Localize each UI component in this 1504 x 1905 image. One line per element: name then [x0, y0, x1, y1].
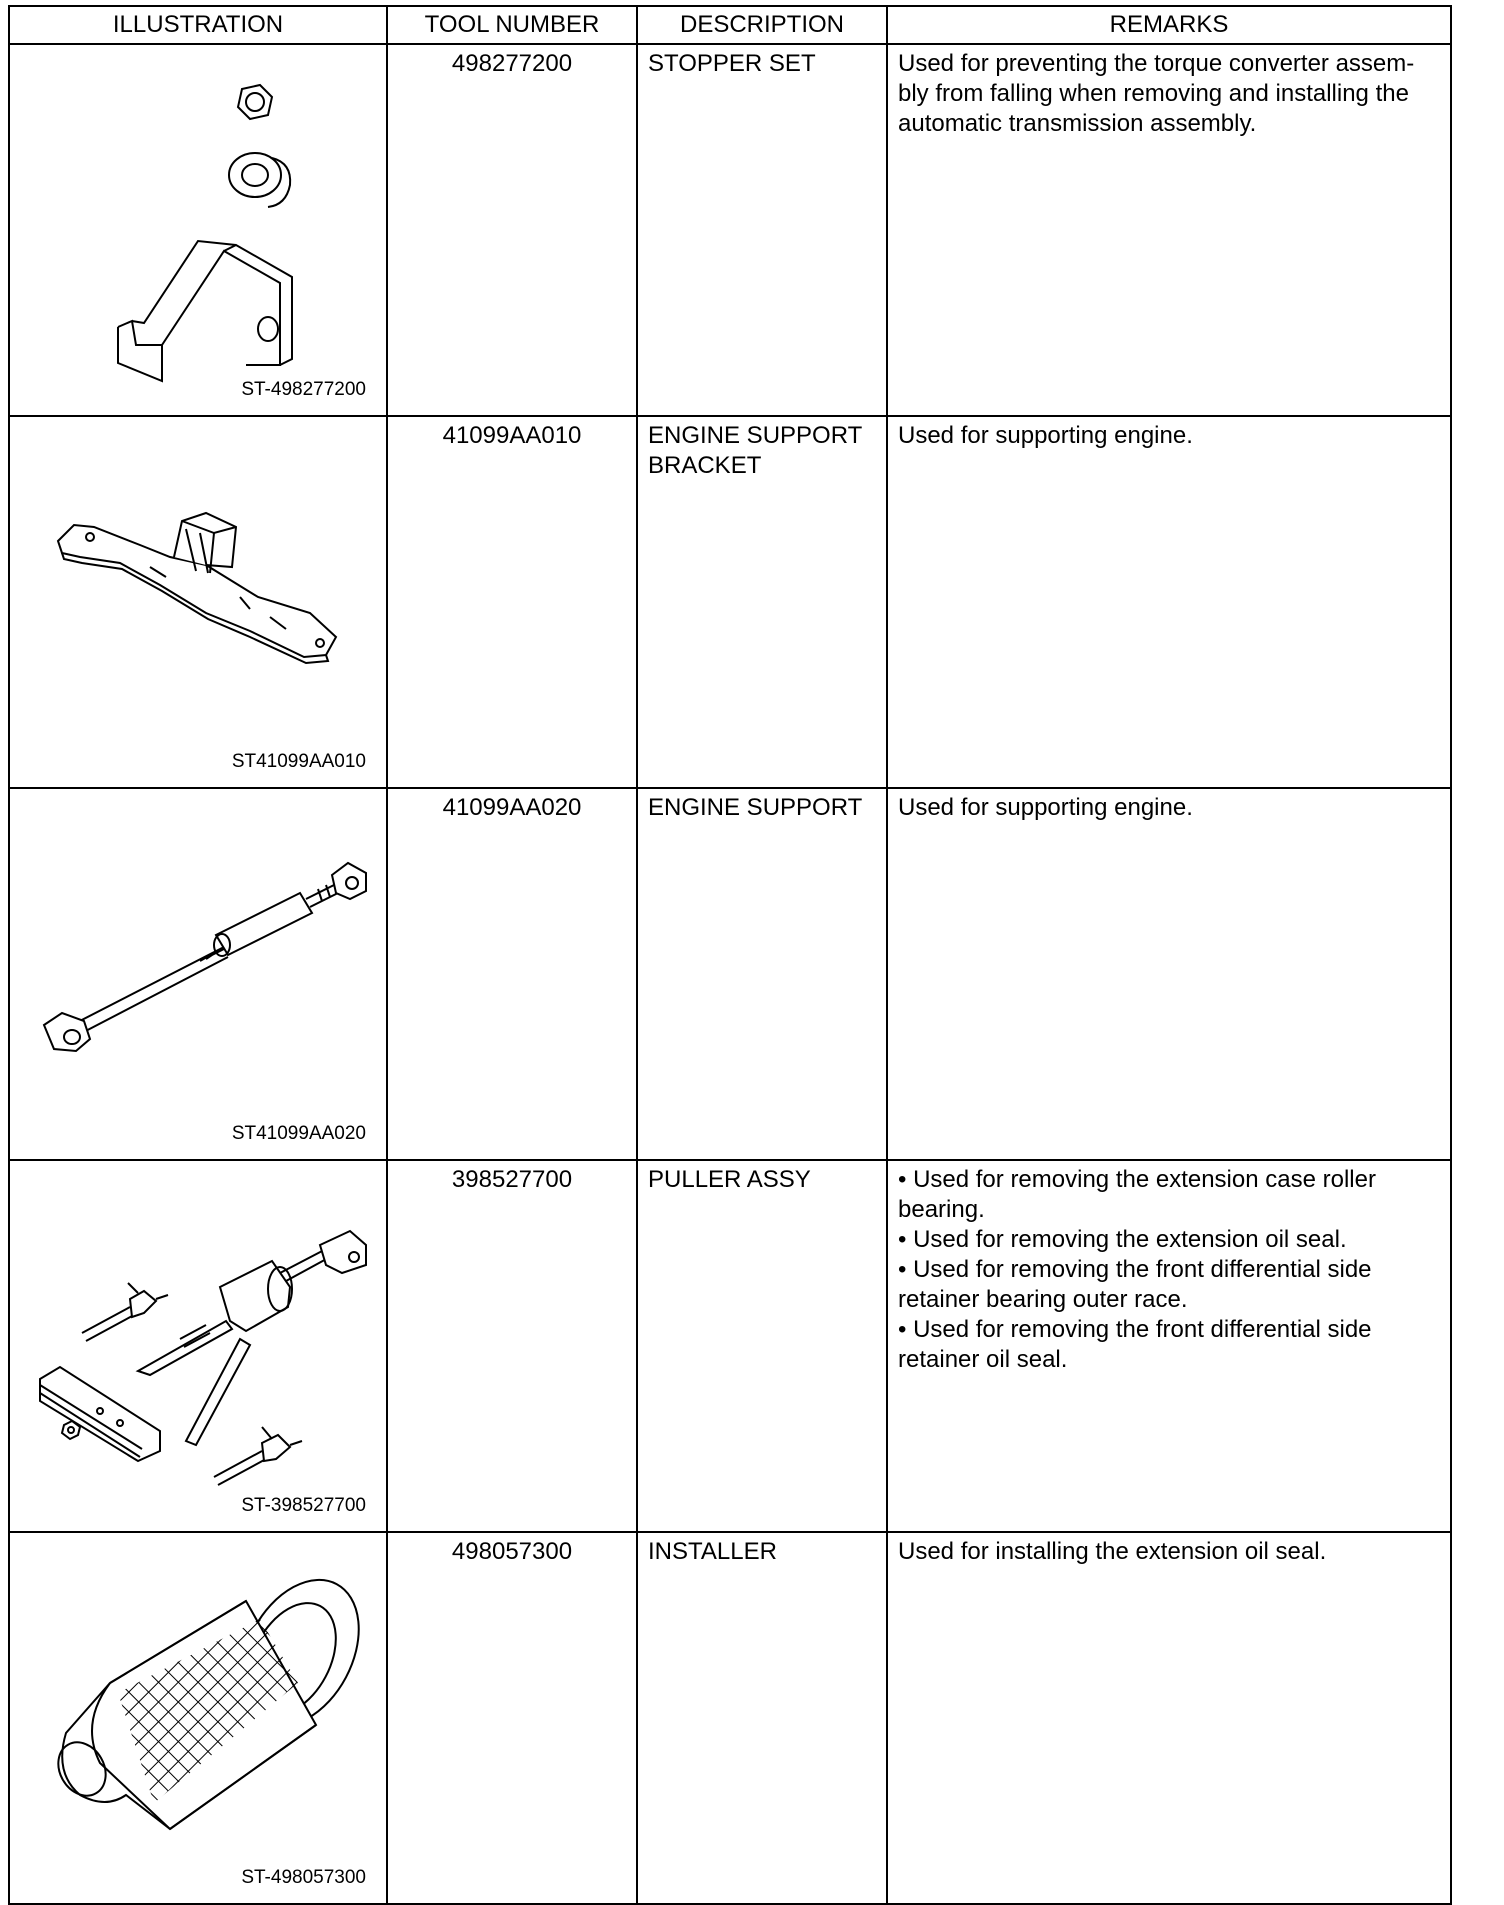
tool-number-cell: 41099AA010	[387, 416, 637, 788]
header-illustration: ILLUSTRATION	[9, 6, 387, 44]
puller-assy-illustration	[10, 1161, 388, 1527]
table-row	[9, 1532, 1451, 1904]
remarks-cell	[887, 788, 1451, 1160]
remark-text: • Used for removing the extension case roller bearing.	[898, 1166, 1376, 1223]
illustration-cell	[9, 788, 387, 1160]
remarks-cell	[887, 1160, 1451, 1532]
remark-text: Used for supporting engine.	[898, 794, 1193, 821]
illustration-cell	[9, 44, 387, 416]
header-remarks: REMARKS	[887, 6, 1451, 44]
remark-text: • Used for removing the front differential side retainer bearing outer race.	[898, 1256, 1372, 1313]
description-cell: PULLER ASSY	[637, 1160, 887, 1532]
remark-text: Used for supporting engine.	[898, 422, 1193, 449]
header-row	[9, 6, 1451, 44]
tool-number-cell: 41099AA020	[387, 788, 637, 1160]
special-tools-table	[8, 5, 1452, 1905]
remark-text: • Used for removing the front differential side retainer oil seal.	[898, 1316, 1372, 1373]
installer-illustration	[10, 1533, 388, 1899]
illustration-cell	[9, 1532, 387, 1904]
description-cell: STOPPER SET	[637, 44, 887, 416]
table-row	[9, 44, 1451, 416]
table-row	[9, 416, 1451, 788]
engine-support-illustration	[10, 789, 388, 1155]
stopper-set-illustration	[10, 45, 388, 411]
remarks-cell	[887, 44, 1451, 416]
remark-text: • Used for removing the extension oil seal.	[898, 1226, 1347, 1253]
table-row	[9, 1160, 1451, 1532]
tool-number-cell: 498277200	[387, 44, 637, 416]
remark-text: Used for preventing the torque converter assem-bly from falling when removing and installing the automatic transmission assembly.	[898, 50, 1415, 137]
description-cell: INSTALLER	[637, 1532, 887, 1904]
description-cell: ENGINE SUPPORT BRACKET	[637, 416, 887, 788]
header-description: DESCRIPTION	[637, 6, 887, 44]
description-cell: ENGINE SUPPORT	[637, 788, 887, 1160]
illustration-cell	[9, 416, 387, 788]
remarks-cell	[887, 1532, 1451, 1904]
remark-text: Used for installing the extension oil seal.	[898, 1538, 1327, 1565]
illustration-code: ST41099AA010	[231, 751, 366, 772]
illustration-code: ST-498277200	[241, 379, 366, 400]
table-row	[9, 788, 1451, 1160]
illustration-code: ST-398527700	[241, 1495, 366, 1516]
header-tool-number: TOOL NUMBER	[387, 6, 637, 44]
tool-number-cell: 498057300	[387, 1532, 637, 1904]
illustration-cell	[9, 1160, 387, 1532]
remarks-cell	[887, 416, 1451, 788]
engine-support-bracket-illustration	[10, 417, 388, 783]
illustration-code: ST41099AA020	[231, 1123, 366, 1144]
tool-number-cell: 398527700	[387, 1160, 637, 1532]
illustration-code: ST-498057300	[241, 1867, 366, 1888]
